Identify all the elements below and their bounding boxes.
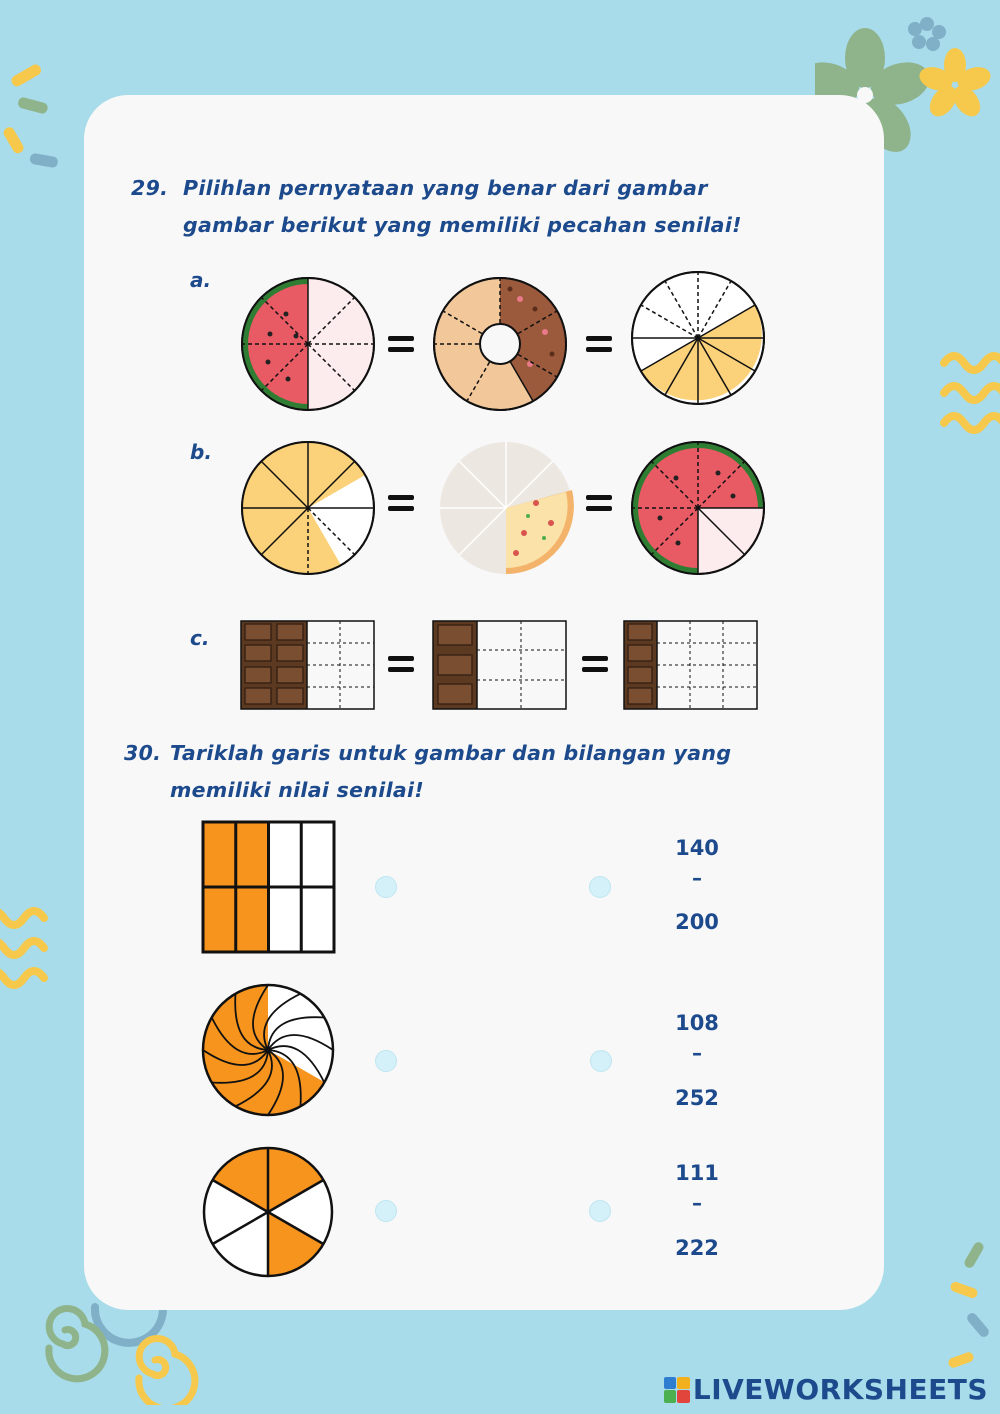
decorative-sprinkles-top-left (0, 40, 80, 180)
equals-sign (586, 336, 612, 352)
chocolate-bar-fraction-image (432, 620, 567, 710)
swirl-circle-fraction-image (200, 982, 336, 1118)
chocolate-bar-fraction-image (240, 620, 375, 710)
fraction-numerator: 108 (675, 1011, 719, 1035)
rectangle-grid-fraction-image (201, 820, 336, 954)
question-30-text-line1: Tariklah garis untuk gambar dan bilangan yang (170, 741, 732, 765)
pie-circle-fraction-image (200, 1144, 336, 1280)
decorative-wave-left (0, 900, 60, 1000)
option-a-label[interactable]: a. (190, 268, 212, 292)
match-dot-left-2[interactable] (375, 1050, 397, 1072)
liveworksheets-brand (664, 1373, 988, 1406)
donut-fraction-image (432, 276, 568, 412)
fraction-denominator: 222 (675, 1236, 719, 1260)
question-29-text-line1: Pilihlan pernyataan yang benar dari gambar (183, 176, 708, 200)
question-29-text-line2: gambar berikut yang memiliki pecahan senilai! (183, 213, 742, 237)
chocolate-bar-fraction-image (623, 620, 758, 710)
watermelon-fraction-image (240, 276, 376, 412)
decorative-sprinkles-bottom-right (940, 1240, 1000, 1390)
decorative-wave-right (940, 345, 1000, 445)
match-dot-right-2[interactable] (590, 1050, 612, 1072)
equals-sign (388, 656, 414, 672)
equals-sign (586, 495, 612, 511)
watermelon-fraction-image (630, 440, 766, 576)
equals-sign (582, 656, 608, 672)
brand-text: LIVEWORKSHEETS (692, 1373, 988, 1406)
equals-sign (388, 336, 414, 352)
fraction-bar: – (692, 1191, 702, 1215)
question-29-number: 29. (131, 176, 169, 200)
match-dot-right-3[interactable] (589, 1200, 611, 1222)
liveworksheets-logo-icon (664, 1377, 690, 1403)
question-30-number: 30. (124, 741, 162, 765)
orange-fraction-image (630, 270, 766, 410)
fraction-bar: – (692, 1041, 702, 1065)
equals-sign (388, 495, 414, 511)
question-30-text-line2: memiliki nilai senilai! (170, 778, 425, 802)
fraction-denominator: 252 (675, 1086, 719, 1110)
fraction-numerator: 140 (675, 836, 719, 860)
option-c-label[interactable]: c. (190, 626, 210, 650)
orange-fraction-image (240, 440, 376, 576)
option-b-label[interactable]: b. (190, 440, 212, 464)
fraction-denominator: 200 (675, 910, 719, 934)
pizza-fraction-image (438, 440, 574, 576)
fraction-bar: – (692, 866, 702, 890)
match-dot-right-1[interactable] (589, 876, 611, 898)
fraction-numerator: 111 (675, 1161, 719, 1185)
match-dot-left-1[interactable] (375, 876, 397, 898)
match-dot-left-3[interactable] (375, 1200, 397, 1222)
